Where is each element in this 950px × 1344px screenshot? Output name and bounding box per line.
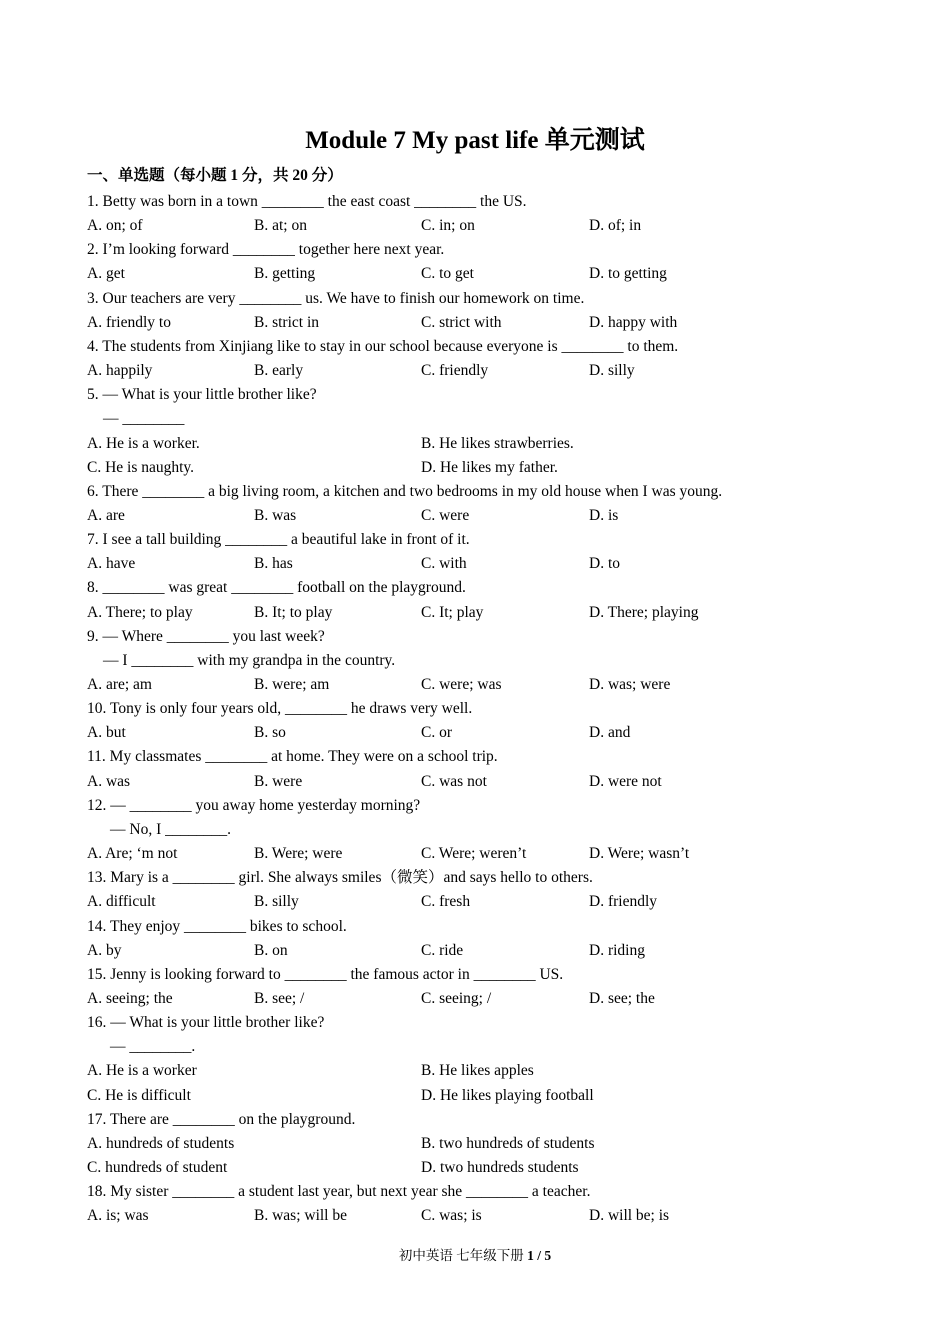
answer-option: B. He likes strawberries. xyxy=(421,434,574,452)
answer-option: D. to getting xyxy=(589,265,667,283)
question-stem: 13. Mary is a ________ girl. She always smiles（微笑）and says hello to others. xyxy=(87,869,593,887)
answer-option: B. at; on xyxy=(254,217,307,235)
option-row xyxy=(87,987,867,1011)
answer-option: C. to get xyxy=(421,265,474,283)
footer-page-number: 1 / 5 xyxy=(527,1248,552,1263)
option-row xyxy=(87,262,867,286)
answer-option: D. He likes playing football xyxy=(421,1086,594,1104)
answer-option: B. early xyxy=(254,362,304,379)
answer-option: C. were xyxy=(421,506,470,524)
answer-option: C. with xyxy=(421,555,467,573)
option-row xyxy=(87,359,867,383)
answer-option: C. friendly xyxy=(421,362,489,379)
option-row xyxy=(87,1132,867,1156)
question-stem: 16. — What is your little brother like? xyxy=(87,1014,325,1032)
answer-option: A. There; to play xyxy=(87,603,193,621)
question-stem: 4. The students from Xinjiang like to stay in our school because everyone is ________ to them. xyxy=(87,337,679,355)
answer-option: B. so xyxy=(254,724,286,742)
answer-option: C. Were; weren’t xyxy=(421,845,527,862)
option-row xyxy=(87,214,867,238)
option-row xyxy=(87,1084,867,1108)
answer-option: A. get xyxy=(87,265,125,283)
answer-option: A. by xyxy=(87,941,122,959)
option-row xyxy=(87,770,867,794)
answer-option: B. It; to play xyxy=(254,603,333,621)
option-row xyxy=(87,601,867,625)
answer-option: C. strict with xyxy=(421,313,502,331)
answer-option: A. Are; ‘m not xyxy=(87,845,178,862)
option-row xyxy=(87,504,867,528)
answer-option: A. have xyxy=(87,555,136,573)
answer-option: A. difficult xyxy=(87,893,156,911)
answer-option: A. is; was xyxy=(87,1207,149,1225)
answer-option: B. He likes apples xyxy=(421,1062,534,1080)
answer-option: C. in; on xyxy=(421,217,475,235)
answer-option: D. happy with xyxy=(589,313,678,331)
answer-option: C. He is naughty. xyxy=(87,458,195,476)
answer-option: C. fresh xyxy=(421,893,471,911)
answer-option: A. but xyxy=(87,724,126,742)
answer-option: B. was xyxy=(254,506,297,524)
answer-option: A. happily xyxy=(87,362,153,379)
answer-option: A. are xyxy=(87,506,125,524)
answer-option: D. riding xyxy=(589,941,645,959)
answer-option: D. Were; wasn’t xyxy=(589,845,690,862)
option-row xyxy=(87,721,867,745)
answer-option: D. silly xyxy=(589,362,635,379)
option-row xyxy=(87,1204,867,1228)
option-row xyxy=(87,1156,867,1180)
answer-option: D. two hundreds students xyxy=(421,1159,579,1176)
dialogue-line: — No, I ________. xyxy=(110,820,231,838)
answer-option: D. will be; is xyxy=(589,1207,670,1225)
answer-option: C. was; is xyxy=(421,1207,482,1225)
answer-option: B. were xyxy=(254,772,303,790)
answer-option: B. getting xyxy=(254,265,316,283)
question-stem: 1. Betty was born in a town ________ the east coast ________ the US. xyxy=(87,193,527,210)
dialogue-line: — I ________ with my grandpa in the country. xyxy=(103,651,396,669)
option-row xyxy=(87,842,867,866)
option-row xyxy=(87,890,867,914)
question-stem: 3. Our teachers are very ________ us. We have to finish our homework on time. xyxy=(87,289,585,307)
question-stem: 9. — Where ________ you last week? xyxy=(87,627,325,645)
option-row xyxy=(87,311,867,335)
option-row xyxy=(87,673,867,697)
answer-option: C. He is difficult xyxy=(87,1086,191,1104)
answer-option: C. or xyxy=(421,724,452,742)
section-heading: 一、单选题（每小题 1 分，共 20 分） xyxy=(87,167,343,184)
option-row xyxy=(87,432,867,456)
answer-option: D. was; were xyxy=(589,676,671,693)
answer-option: B. two hundreds of students xyxy=(421,1134,595,1152)
answer-option: B. see; / xyxy=(254,989,305,1007)
answer-option: B. silly xyxy=(254,893,299,911)
answer-option: B. Were; were xyxy=(254,845,343,862)
option-row xyxy=(87,1059,867,1083)
answer-option: A. on; of xyxy=(87,217,143,235)
answer-option: A. He is a worker. xyxy=(87,434,200,452)
page-footer xyxy=(0,1246,950,1266)
answer-option: D. He likes my father. xyxy=(421,458,558,476)
footer-subject: 初中英语 七年级下册 xyxy=(398,1248,524,1263)
answer-option: A. hundreds of students xyxy=(87,1134,235,1152)
answer-option: B. were; am xyxy=(254,676,330,693)
question-stem: 17. There are ________ on the playground. xyxy=(87,1110,356,1128)
answer-option: C. ride xyxy=(421,941,464,959)
answer-option: C. was not xyxy=(421,772,487,790)
question-stem: 2. I’m looking forward ________ together here next year. xyxy=(87,241,445,259)
answer-option: A. friendly to xyxy=(87,313,171,331)
answer-option: D. see; the xyxy=(589,989,655,1007)
answer-option: A. was xyxy=(87,772,131,790)
question-stem: 5. — What is your little brother like? xyxy=(87,386,317,404)
question-stem: 7. I see a tall building ________ a beautiful lake in front of it. xyxy=(87,531,470,549)
answer-option: C. It; play xyxy=(421,603,484,621)
answer-option: A. seeing; the xyxy=(87,989,173,1007)
answer-option: B. has xyxy=(254,555,293,573)
option-row xyxy=(87,456,867,480)
answer-option: D. to xyxy=(589,555,620,573)
dialogue-line: — ________. xyxy=(110,1038,196,1056)
question-stem: 15. Jenny is looking forward to ________ the famous actor in ________ US. xyxy=(87,965,564,983)
option-row xyxy=(87,939,867,963)
dialogue-line: — ________ xyxy=(103,410,185,428)
question-stem: 18. My sister ________ a student last year, but next year she ________ a teacher. xyxy=(87,1183,591,1201)
answer-option: D. is xyxy=(589,506,619,524)
question-stem: 11. My classmates ________ at home. They were on a school trip. xyxy=(87,748,498,766)
answer-option: D. of; in xyxy=(589,217,642,235)
answer-option: A. are; am xyxy=(87,676,152,693)
question-stem: 12. — ________ you away home yesterday morning? xyxy=(87,796,421,814)
question-stem: 8. ________ was great ________ football on the playground. xyxy=(87,579,466,597)
page-title: Module 7 My past life 单元测试 xyxy=(305,127,645,154)
answer-option: D. There; playing xyxy=(589,603,699,621)
answer-option: B. on xyxy=(254,941,288,959)
question-stem: 10. Tony is only four years old, ________ he draws very well. xyxy=(87,700,473,718)
answer-option: C. seeing; / xyxy=(421,989,492,1007)
answer-option: A. He is a worker xyxy=(87,1062,197,1080)
answer-option: D. friendly xyxy=(589,893,658,911)
answer-option: C. hundreds of student xyxy=(87,1159,228,1176)
option-row xyxy=(87,552,867,576)
question-stem: 6. There ________ a big living room, a kitchen and two bedrooms in my old house when I was young. xyxy=(87,482,723,500)
answer-option: D. and xyxy=(589,724,631,742)
answer-option: C. were; was xyxy=(421,676,502,693)
answer-option: D. were not xyxy=(589,772,662,790)
answer-option: B. strict in xyxy=(254,313,320,331)
answer-option: B. was; will be xyxy=(254,1207,347,1225)
question-stem: 14. They enjoy ________ bikes to school. xyxy=(87,917,347,935)
